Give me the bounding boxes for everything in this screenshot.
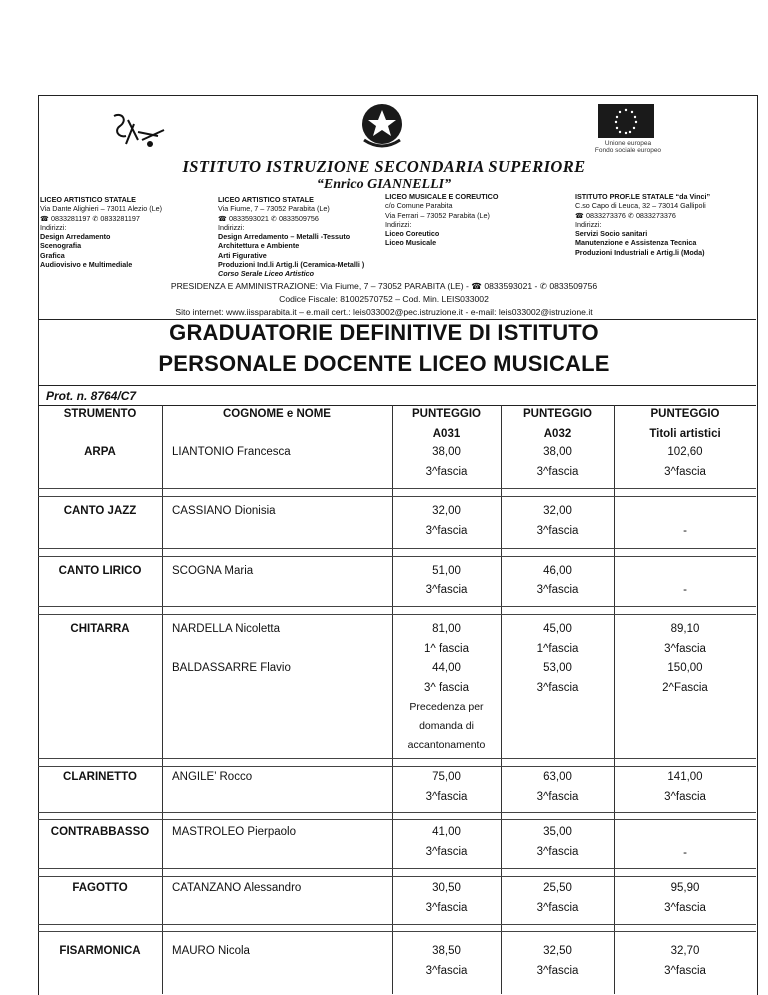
cell-titoli-fascia: - — [683, 584, 687, 596]
cell-a032: 32,00 — [543, 505, 572, 517]
column-line: ☎ 0833281197 ✆ 0833281197 — [40, 213, 140, 223]
column-line: Liceo Musicale — [385, 238, 437, 248]
cell-a032: 38,00 — [543, 446, 572, 458]
row-divider — [38, 819, 756, 820]
row-divider — [38, 812, 756, 813]
cell-a031-fascia: 3^fascia — [425, 791, 468, 803]
cell-a031-fascia: 3^fascia — [425, 525, 468, 537]
cell-titoli: 95,90 — [670, 882, 700, 894]
row-divider — [38, 496, 756, 497]
eu-caption-line-1: Unione europea — [604, 140, 652, 147]
column-line: Produzioni Industriali e Artig.li (Moda) — [575, 247, 705, 257]
column-line: Servizi Socio sanitari — [575, 229, 648, 239]
website-line: Sito internet: www.iissparabita.it – e.mail cert.: leis033002@pec.istruzione.it - e-mail: leis033002@istruzione.it — [175, 307, 593, 317]
cell-a031-fascia: 3^fascia — [425, 466, 468, 478]
cell-titoli: 150,00 — [667, 662, 703, 674]
cell-a032-fascia: 3^fascia — [536, 682, 579, 694]
cell-titoli: 141,00 — [667, 771, 703, 783]
school-subtitle: “Enrico GIANNELLI” — [316, 177, 452, 192]
cell-a031-fascia: 3^ fascia — [423, 682, 470, 694]
cell-nome: CATANZANO Alessandro — [172, 882, 302, 894]
header-titoli-line2: Titoli artistici — [649, 428, 721, 440]
cell-titoli-fascia: 2^Fascia — [662, 682, 708, 694]
address-column-1 — [40, 195, 162, 269]
cell-titoli-fascia: 3^fascia — [664, 791, 706, 803]
column-line: Audiovisivo e Multimediale — [40, 260, 133, 270]
column-line: Indirizzi: — [40, 222, 67, 232]
cell-a032: 46,00 — [543, 565, 572, 577]
row-divider — [38, 924, 756, 925]
cell-a031: 44,00 — [432, 662, 461, 674]
column-line: C.so Capo di Leuca, 32 – 73014 Gallipoli — [575, 201, 706, 211]
cell-strumento: CANTO LIRICO — [58, 565, 142, 577]
cell-a032: 45,00 — [543, 623, 572, 635]
codice-fiscale-line: Codice Fiscale: 81002570752 – Cod. Min. LEIS033002 — [279, 294, 489, 304]
column-line: Indirizzi: — [218, 222, 245, 232]
row-divider — [38, 931, 756, 932]
cell-nome: SCOGNA Maria — [172, 565, 254, 577]
document-title-2: PERSONALE DOCENTE LICEO MUSICALE — [158, 351, 610, 376]
column-divider — [162, 405, 163, 994]
cell-titoli-fascia: 3^fascia — [664, 643, 706, 655]
row-divider — [38, 556, 756, 557]
column-line: Via Dante Alighieri – 73011 Alezio (Le) — [40, 204, 162, 214]
cell-nome: NARDELLA Nicoletta — [172, 623, 281, 635]
column-line: ☎ 0833273376 ✆ 0833273376 — [575, 210, 676, 220]
column-line: Manutenzione e Assistenza Tecnica — [575, 238, 697, 248]
cell-a031-fascia: 3^fascia — [425, 846, 468, 858]
cell-strumento: CHITARRA — [70, 623, 130, 635]
cell-a032-fascia: 3^fascia — [536, 965, 579, 977]
italian-republic-emblem — [358, 100, 406, 152]
column-line: c/o Comune Parabita — [385, 201, 453, 211]
header-a032-line1: PUNTEGGIO — [522, 408, 592, 420]
school-name: ISTITUTO ISTRUZIONE SECONDARIA SUPERIORE — [182, 157, 586, 176]
cell-titoli: 89,10 — [670, 623, 700, 635]
cell-a031: 41,00 — [432, 826, 461, 838]
cell-strumento: CONTRABBASSO — [50, 826, 150, 838]
cell-a032: 53,00 — [543, 662, 572, 674]
column-line: Design Arredamento – Metalli -Tessuto — [218, 232, 351, 242]
cell-a031-fascia: 1^ fascia — [423, 643, 470, 655]
row-divider — [38, 606, 756, 607]
column-line: Indirizzi: — [575, 219, 602, 229]
cell-titoli-fascia: - — [683, 847, 687, 859]
cell-a031-fascia: 3^fascia — [425, 965, 468, 977]
cell-nome: CASSIANO Dionisia — [172, 505, 276, 517]
column-line: Scenografia — [40, 241, 82, 251]
cell-a031-fascia: 3^fascia — [425, 902, 468, 914]
cell-nome: ANGILE’ Rocco — [172, 771, 253, 783]
cell-titoli-fascia: 3^fascia — [664, 902, 706, 914]
school-logo — [108, 110, 168, 154]
cell-titoli-fascia: 3^fascia — [664, 466, 706, 478]
cell-titoli: 102,60 — [667, 446, 703, 458]
column-heading: ISTITUTO PROF.LE STATALE “da Vinci” — [575, 192, 711, 201]
cell-a032-fascia: 3^fascia — [536, 846, 579, 858]
column-line: Via Ferrari – 73052 Parabita (Le) — [385, 210, 490, 220]
cell-a031: 30,50 — [432, 882, 461, 894]
address-column-4 — [575, 192, 710, 257]
cell-a032-fascia: 3^fascia — [536, 902, 579, 914]
header-strumento: STRUMENTO — [63, 408, 137, 420]
row-divider — [38, 614, 756, 615]
presidenza-line: PRESIDENZA E AMMINISTRAZIONE: Via Fiume, 7 – 73052 PARABITA (LE) - ☎ 0833593021 - ✆ 0833509756 — [170, 281, 598, 291]
column-line: Design Arredamento — [40, 232, 111, 242]
cell-a032: 25,50 — [543, 882, 572, 894]
cell-nome: BALDASSARRE Flavio — [172, 662, 291, 674]
cell-strumento: FISARMONICA — [59, 945, 141, 957]
cell-a031: 38,50 — [432, 945, 461, 957]
column-heading: LICEO ARTISTICO STATALE — [40, 195, 136, 204]
cell-a032-fascia: 3^fascia — [536, 791, 579, 803]
document-title-1: GRADUATORIE DEFINITIVE DI ISTITUTO — [169, 320, 599, 345]
row-divider — [38, 548, 756, 549]
row-divider — [38, 876, 756, 877]
column-line: Grafica — [40, 250, 65, 260]
address-column-3 — [385, 192, 498, 248]
cell-a032-fascia: 3^fascia — [536, 525, 579, 537]
cell-titoli-fascia: - — [683, 525, 687, 537]
cell-strumento: FAGOTTO — [72, 882, 128, 894]
cell-a032: 35,00 — [543, 826, 572, 838]
cell-a032-fascia: 1^fascia — [536, 643, 579, 655]
cell-a032-fascia: 3^fascia — [536, 584, 579, 596]
cell-a031: 81,00 — [432, 623, 461, 635]
row-divider — [38, 868, 756, 869]
cell-note: accantonamento — [407, 739, 486, 751]
cell-note: Precedenza per — [409, 701, 484, 713]
cell-a032: 32,50 — [543, 945, 572, 957]
column-line: Produzioni Ind.li Artig.li (Ceramica-Metalli ) — [218, 260, 365, 270]
cell-note: domanda di — [419, 720, 474, 732]
cell-a031: 32,00 — [432, 505, 461, 517]
cell-a032-fascia: 3^fascia — [536, 466, 579, 478]
column-line: Liceo Coreutico — [385, 229, 440, 239]
eu-caption-line-2: Fondo sociale europeo — [594, 147, 662, 154]
column-heading: LICEO MUSICALE E COREUTICO — [385, 192, 499, 201]
cell-a031: 38,00 — [432, 446, 461, 458]
column-line: ☎ 0833593021 ✆ 0833509756 — [218, 213, 319, 223]
header-nome: COGNOME e NOME — [223, 408, 331, 420]
address-column-2 — [218, 195, 364, 279]
cell-nome: MASTROLEO Pierpaolo — [172, 826, 296, 838]
cell-a031: 51,00 — [432, 565, 461, 577]
cell-titoli: 32,70 — [670, 945, 700, 957]
cell-strumento: ARPA — [84, 446, 116, 458]
column-line: Arti Figurative — [218, 250, 267, 260]
eu-caption — [588, 140, 668, 154]
cell-strumento: CANTO JAZZ — [63, 505, 137, 517]
protocol-number: Prot. n. 8764/C7 — [46, 389, 137, 403]
column-heading: LICEO ARTISTICO STATALE — [218, 195, 314, 204]
column-line: Indirizzi: — [385, 219, 412, 229]
header-a031-line1: PUNTEGGIO — [411, 408, 481, 420]
eu-flag-icon — [598, 104, 654, 138]
cell-a031: 75,00 — [432, 771, 461, 783]
row-divider — [38, 488, 756, 489]
cell-strumento: CLARINETTO — [63, 771, 137, 783]
column-line: Corso Serale Liceo Artistico — [218, 269, 314, 279]
cell-a032: 63,00 — [543, 771, 572, 783]
column-line: Architettura e Ambiente — [218, 241, 300, 251]
header-a032-line2: A032 — [543, 428, 572, 440]
cell-titoli-fascia: 3^fascia — [664, 965, 706, 977]
cell-nome: MAURO Nicola — [172, 945, 250, 957]
title-divider — [38, 385, 756, 386]
row-divider — [38, 758, 756, 759]
header-titoli-line1: PUNTEGGIO — [650, 408, 720, 420]
column-line: Via Fiume, 7 – 73052 Parabita (Le) — [218, 204, 330, 214]
header-a031-line2: A031 — [432, 428, 461, 440]
cell-nome: LIANTONIO Francesca — [172, 446, 291, 458]
cell-a031-fascia: 3^fascia — [425, 584, 468, 596]
